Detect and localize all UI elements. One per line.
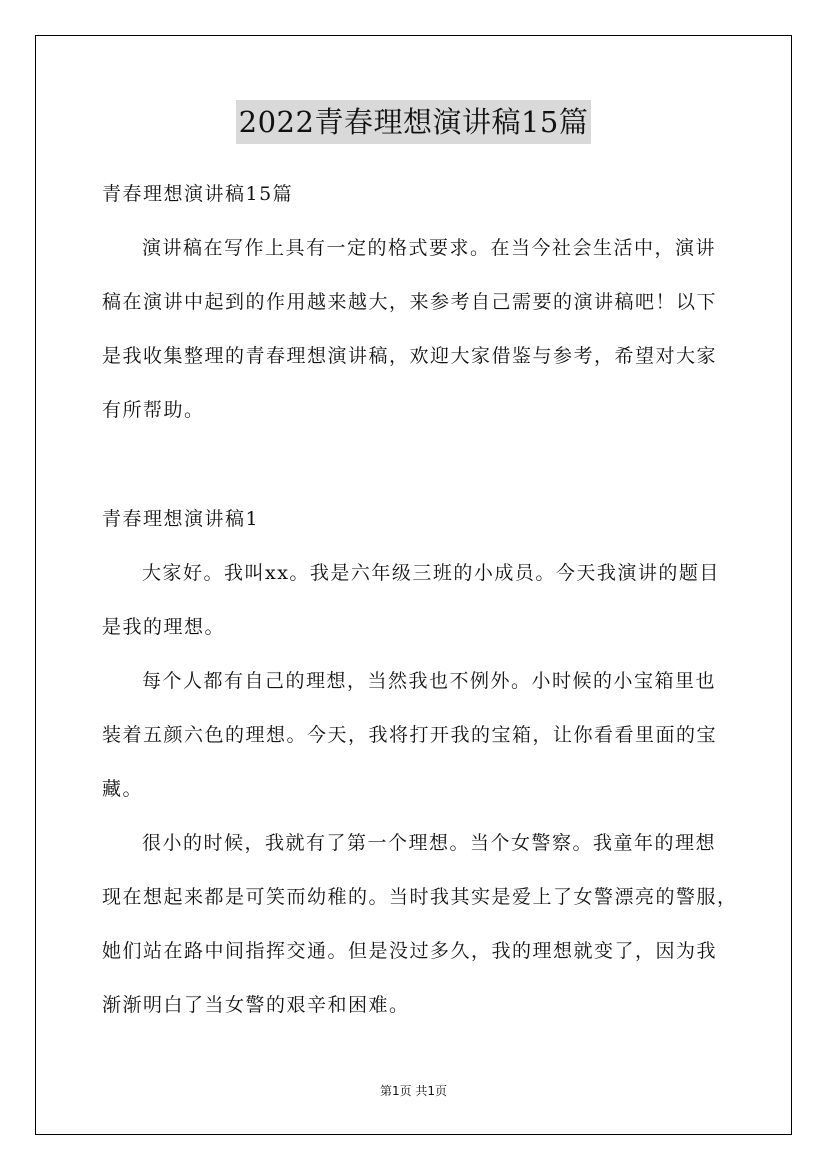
intro-line: 演讲稿在写作上具有一定的格式要求。在当今社会生活中，演讲 <box>142 237 717 259</box>
paragraph-line: 装着五颜六色的理想。今天，我将打开我的宝箱，让你看看里面的宝 <box>102 724 718 746</box>
paragraph-line: 渐渐明白了当女警的艰辛和困难。 <box>102 994 410 1016</box>
subtitle: 青春理想演讲稿15篇 <box>102 183 294 205</box>
intro-line: 有所帮助。 <box>102 399 205 421</box>
paragraph-line: 很小的时候，我就有了第一个理想。当个女警察。我童年的理想 <box>142 832 717 854</box>
paragraph-line: 她们站在路中间指挥交通。但是没过多久，我的理想就变了，因为我 <box>102 940 718 962</box>
intro-line: 是我收集整理的青春理想演讲稿，欢迎大家借鉴与参考，希望对大家 <box>102 345 718 367</box>
section-heading: 青春理想演讲稿1 <box>102 508 260 530</box>
intro-line: 稿在演讲中起到的作用越来越大，来参考自己需要的演讲稿吧！以下 <box>102 291 718 313</box>
paragraph-line: 藏。 <box>102 778 144 800</box>
paragraph-line: 大家好。我叫xx。我是六年级三班的小成员。今天我演讲的题目 <box>142 562 720 584</box>
paragraph-line: 现在想起来都是可笑而幼稚的。当时我其实是爱上了女警漂亮的警服， <box>102 886 738 908</box>
page-footer: 第1页 共1页 <box>379 1084 448 1098</box>
paragraph-line: 是我的理想。 <box>102 616 226 638</box>
document-title-wrap <box>0 100 827 144</box>
paragraph-line: 每个人都有自己的理想，当然我也不例外。小时候的小宝箱里也 <box>142 670 717 692</box>
document-title: 2022青春理想演讲稿15篇 <box>236 100 592 144</box>
